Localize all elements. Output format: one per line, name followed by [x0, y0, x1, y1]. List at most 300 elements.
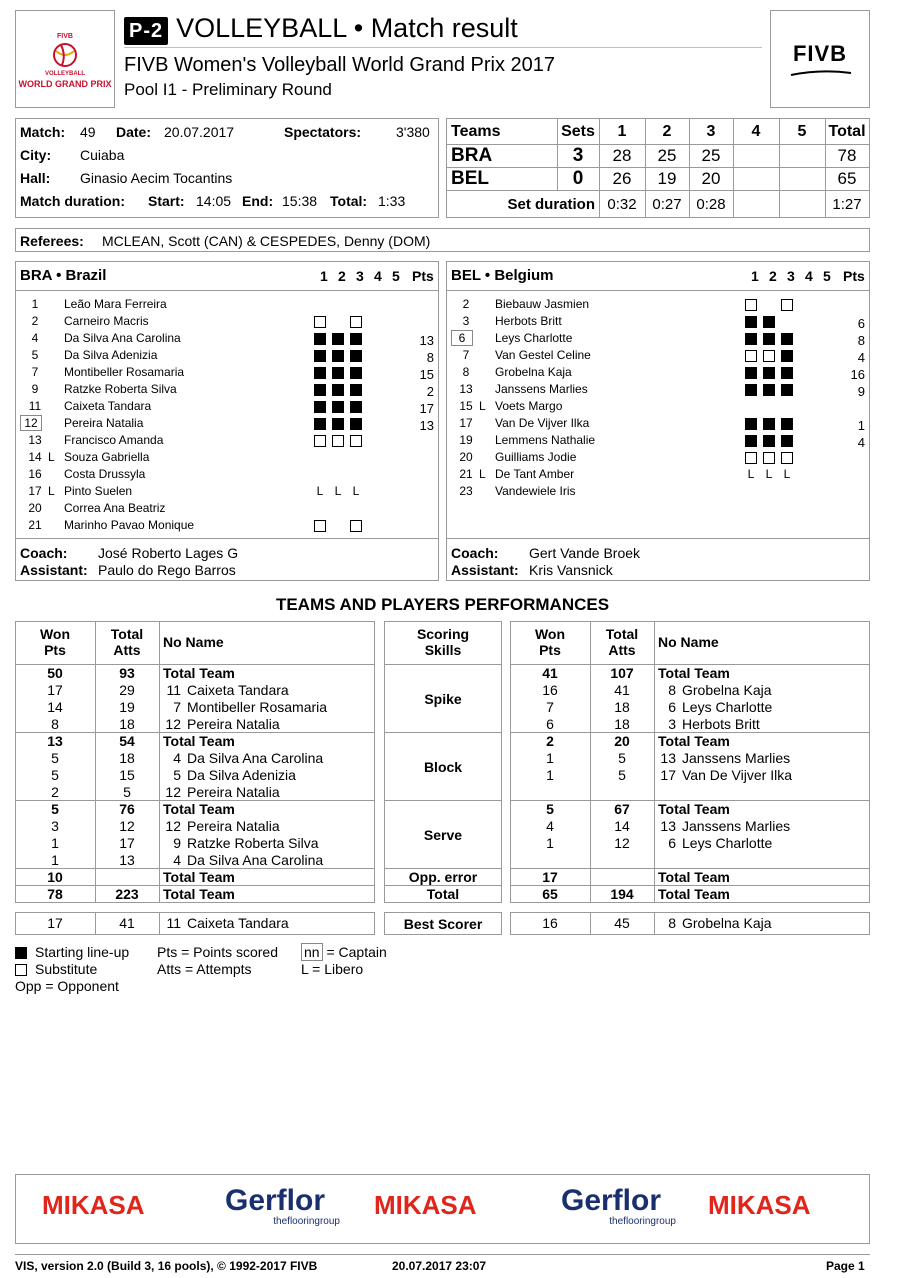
total-atts: 194 — [610, 886, 634, 902]
perf-atts: 5 — [618, 750, 626, 766]
starting-square-icon — [332, 401, 344, 413]
perf-player-name: Da Silva Adenizia — [187, 767, 296, 783]
perf-player-no: 8 — [668, 682, 676, 698]
opp-error-name: Total Team — [163, 869, 235, 885]
set-duration-value: 1:27 — [832, 196, 862, 213]
footer-divider — [15, 1254, 870, 1255]
player-sets — [745, 466, 799, 483]
player-number: 3 — [462, 314, 470, 328]
set-duration-value: 0:27 — [652, 196, 682, 213]
coach-name: José Roberto Lages G — [98, 545, 239, 561]
perf-atts: 76 — [119, 801, 135, 817]
perf-won: 4 — [546, 818, 554, 834]
perf-player-no: 12 — [165, 818, 181, 834]
team-title: BEL • Belgium — [451, 267, 554, 284]
team-footer-line — [16, 538, 438, 539]
perf-won: 2 — [546, 733, 554, 749]
legend-substitute: Substitute — [15, 961, 97, 977]
player-number: 17 — [28, 484, 42, 498]
player-points: 8 — [857, 333, 865, 348]
player-sets — [314, 347, 368, 364]
best-won: 16 — [542, 915, 558, 931]
referees-label: Referees: — [20, 233, 84, 249]
libero-mark: L — [479, 399, 486, 413]
starting-square-icon — [763, 435, 775, 447]
perf-won: 41 — [542, 665, 558, 681]
perf-won: 16 — [542, 682, 558, 698]
player-number: 19 — [459, 433, 473, 447]
libero-set-mark: L — [352, 484, 360, 498]
wgp-ball-icon — [16, 11, 114, 107]
player-sets — [745, 415, 799, 432]
team-title: BRA • Brazil — [20, 267, 107, 284]
player-number: 11 — [28, 399, 42, 413]
player-sets — [745, 483, 799, 500]
perf-player-name: Herbots Britt — [682, 716, 760, 732]
starting-square-icon — [314, 384, 326, 396]
set-header: 4 — [374, 268, 382, 284]
perf-player-name: Leys Charlotte — [682, 835, 773, 851]
perf-player-name: Leys Charlotte — [682, 699, 773, 715]
perf-won: 3 — [51, 818, 59, 834]
starting-square-icon — [314, 401, 326, 413]
performance-title: TEAMS AND PLAYERS PERFORMANCES — [275, 595, 610, 614]
starting-square-icon — [763, 367, 775, 379]
perf-atts: 18 — [119, 750, 135, 766]
set-header: Pts — [412, 268, 434, 284]
perf-atts: 20 — [614, 733, 630, 749]
perf-won: 1 — [546, 835, 554, 851]
duration-label: Match duration: — [20, 193, 125, 209]
captain-box: nn — [301, 943, 323, 961]
perf-player-no: 17 — [660, 767, 676, 783]
player-number: 17 — [459, 416, 473, 430]
set-header: Pts — [843, 268, 865, 284]
opp-error-atts — [95, 869, 159, 886]
starting-square-icon — [350, 418, 362, 430]
player-points: 6 — [857, 316, 865, 331]
player-name: Grobelna Kaja — [495, 365, 572, 379]
team-box-bra — [15, 261, 439, 581]
substitute-square-icon — [332, 435, 344, 447]
referees-box — [15, 228, 870, 252]
wgp-logo-bottom: WORLD GRAND PRIX — [18, 79, 112, 89]
perf-atts: 15 — [119, 767, 135, 783]
player-number: 20 — [459, 450, 473, 464]
player-sets — [314, 398, 368, 415]
starting-square-icon — [314, 350, 326, 362]
perf-player-no: 13 — [660, 818, 676, 834]
hall-label: Hall: — [20, 170, 51, 186]
total-value: 1:33 — [378, 193, 406, 209]
start-label: Start: — [148, 193, 185, 209]
fivb-logo-text: FIVB — [792, 41, 848, 66]
starting-square-icon — [745, 333, 757, 345]
perf-player-no: 3 — [668, 716, 676, 732]
perf-won: 1 — [51, 852, 59, 868]
player-points: 15 — [419, 367, 434, 382]
player-number: 1 — [31, 297, 39, 311]
perf-player-name: Da Silva Ana Carolina — [187, 852, 324, 868]
team-header-line — [16, 290, 438, 291]
score-cell: BRA — [451, 145, 493, 166]
perf-atts: 18 — [614, 716, 630, 732]
page-title — [124, 12, 518, 44]
set-header: 3 — [356, 268, 364, 284]
perf-atts: 93 — [119, 665, 135, 681]
header-won-pts: Won Pts — [534, 626, 566, 658]
footer-page: Page 1 — [826, 1259, 865, 1273]
city-value: Cuiaba — [80, 147, 125, 163]
coach-name: Gert Vande Broek — [529, 545, 641, 561]
starting-square-icon — [314, 418, 326, 430]
score-header: 1 — [617, 123, 627, 140]
perf-atts: 67 — [614, 801, 630, 817]
perf-player-name: Ratzke Roberta Silva — [187, 835, 319, 851]
score-cell: 28 — [612, 146, 632, 165]
player-name: Leão Mara Ferreira — [64, 297, 167, 311]
player-points: 2 — [426, 384, 434, 399]
perf-group-line — [384, 800, 502, 801]
perf-atts: 29 — [119, 682, 135, 698]
title-divider — [124, 47, 762, 48]
date-label: Date: — [116, 124, 152, 140]
player-name: Pereira Natalia — [64, 416, 144, 430]
perf-player-no: 4 — [173, 852, 181, 868]
score-header: 3 — [706, 123, 716, 140]
total-name: Total Team — [163, 886, 235, 902]
perf-player-name: Grobelna Kaja — [682, 682, 772, 698]
perf-won: 1 — [546, 767, 554, 783]
substitute-square-icon — [15, 964, 27, 976]
team-header-line — [447, 290, 869, 291]
p2-badge: P-2 — [124, 17, 168, 45]
player-name: Leys Charlotte — [495, 331, 573, 345]
set-header: 2 — [769, 268, 777, 284]
substitute-square-icon — [350, 435, 362, 447]
player-points: 16 — [850, 367, 865, 382]
best-won: 17 — [47, 915, 63, 931]
score-header: 2 — [662, 123, 672, 140]
perf-player-name: Pereira Natalia — [187, 818, 280, 834]
opp-error-won: 17 — [542, 869, 558, 885]
starting-square-icon — [15, 947, 27, 959]
player-name: Van Gestel Celine — [495, 348, 591, 362]
perf-won: 13 — [47, 733, 63, 749]
perf-player-name: Total Team — [658, 665, 730, 681]
team-footer-line — [447, 538, 869, 539]
starting-square-icon — [332, 384, 344, 396]
set-duration-label: Set duration — [507, 196, 595, 213]
starting-square-icon — [332, 367, 344, 379]
starting-square-icon — [745, 367, 757, 379]
perf-player-no: 6 — [668, 699, 676, 715]
perf-player-no: 5 — [173, 767, 181, 783]
set-header: 5 — [823, 268, 831, 284]
perf-atts: 54 — [119, 733, 135, 749]
starting-square-icon — [314, 367, 326, 379]
best-name: Caixeta Tandara — [187, 915, 289, 931]
player-points: 13 — [419, 418, 434, 433]
assistant-name: Kris Vansnick — [529, 562, 613, 578]
score-row-line — [447, 190, 869, 191]
legend-libero: L = Libero — [301, 961, 364, 977]
legend-captain: nn = Captain — [301, 944, 387, 960]
score-cell: 78 — [837, 146, 857, 165]
sponsor-gerflor-1: Gerflor theflooringroup — [224, 1184, 340, 1227]
sponsor-mikasa-3: MIKASA — [708, 1190, 811, 1220]
best-no: 8 — [668, 915, 676, 931]
substitute-square-icon — [781, 452, 793, 464]
player-sets — [745, 296, 799, 313]
set-duration-value: 0:28 — [696, 196, 726, 213]
substitute-square-icon — [314, 520, 326, 532]
starting-square-icon — [350, 384, 362, 396]
spectators-value: 3'380 — [396, 124, 430, 140]
player-number: 13 — [28, 433, 42, 447]
footer-version: VIS, version 2.0 (Build 3, 16 pools), © 1992-2017 FIVB — [15, 1259, 318, 1273]
perf-atts: 12 — [119, 818, 135, 834]
substitute-square-icon — [763, 350, 775, 362]
perf-atts: 19 — [119, 699, 135, 715]
end-value: 15:38 — [282, 193, 318, 209]
player-name: Montibeller Rosamaria — [64, 365, 185, 379]
competition-title: FIVB Women's Volleyball World Grand Prix 2017 — [124, 54, 556, 76]
perf-won: 5 — [51, 750, 59, 766]
player-number: 15 — [459, 399, 473, 413]
assistant-name: Paulo do Rego Barros — [98, 562, 236, 578]
player-name: Guilliams Jodie — [495, 450, 577, 464]
perf-player-no: 4 — [173, 750, 181, 766]
start-value: 14:05 — [196, 193, 232, 209]
perf-won: 14 — [47, 699, 63, 715]
player-name: Janssens Marlies — [495, 382, 588, 396]
header-no-name: No Name — [658, 634, 719, 650]
title-text: VOLLEYBALL • Match result — [176, 13, 518, 43]
libero-set-mark: L — [316, 484, 324, 498]
score-cell: 20 — [701, 169, 721, 188]
player-number: 14 — [28, 450, 42, 464]
player-name: Lemmens Nathalie — [495, 433, 596, 447]
perf-player-name: Total Team — [163, 801, 235, 817]
score-header: 4 — [751, 123, 761, 140]
header-scoring-skills: Scoring Skills — [416, 626, 470, 658]
header-no-name: No Name — [163, 634, 224, 650]
libero-mark: L — [479, 467, 486, 481]
total-label: Total: — [330, 193, 368, 209]
substitute-square-icon — [745, 299, 757, 311]
sponsor-mikasa-1: MIKASA — [42, 1190, 145, 1220]
player-sets — [745, 398, 799, 415]
perf-atts: 107 — [610, 665, 634, 681]
player-points: 17 — [419, 401, 434, 416]
perf-atts: 18 — [119, 716, 135, 732]
player-number: 2 — [31, 314, 39, 328]
player-name: Da Silva Adenizia — [64, 348, 158, 362]
starting-square-icon — [763, 333, 775, 345]
perf-won: 1 — [546, 750, 554, 766]
player-sets — [314, 313, 368, 330]
assistant-label: Assistant: — [20, 562, 88, 578]
header-total-atts: Total Atts — [110, 626, 144, 658]
best-no: 11 — [166, 915, 181, 931]
perf-player-no: 13 — [660, 750, 676, 766]
best-scorer-label: Best Scorer — [403, 916, 483, 932]
opp-error-won: 10 — [47, 869, 63, 885]
player-sets — [314, 381, 368, 398]
starting-square-icon — [745, 418, 757, 430]
match-info-box — [15, 118, 439, 218]
score-header: Teams — [451, 123, 501, 140]
perf-player-name: Da Silva Ana Carolina — [187, 750, 324, 766]
perf-player-name: Total Team — [658, 801, 730, 817]
set-header: 1 — [320, 268, 328, 284]
score-header: Total — [828, 123, 866, 140]
total-won: 78 — [47, 886, 63, 902]
starting-square-icon — [781, 435, 793, 447]
score-cell: 25 — [701, 146, 721, 165]
starting-square-icon — [332, 350, 344, 362]
date-value: 20.07.2017 — [164, 124, 235, 140]
best-atts: 45 — [614, 915, 630, 931]
opp-error-atts — [590, 869, 654, 886]
player-number: 21 — [459, 467, 473, 481]
player-number: 23 — [459, 484, 473, 498]
referees-value: MCLEAN, Scott (CAN) & CESPEDES, Denny (DOM) — [102, 233, 431, 249]
score-header: 5 — [797, 123, 807, 140]
perf-won: 8 — [51, 716, 59, 732]
player-sets — [314, 449, 368, 466]
score-cell: 3 — [572, 145, 584, 166]
perf-player-name: Total Team — [163, 665, 235, 681]
player-sets — [314, 432, 368, 449]
best-col-line — [654, 912, 655, 935]
perf-player-name: Van De Vijver Ilka — [682, 767, 792, 783]
player-name: Costa Drussyla — [64, 467, 146, 481]
score-cell: BEL — [451, 168, 489, 189]
round-title: Pool I1 - Preliminary Round — [124, 80, 332, 99]
starting-square-icon — [781, 418, 793, 430]
perf-head-line — [384, 664, 502, 665]
score-cell: 65 — [837, 169, 857, 188]
player-name: Ratzke Roberta Silva — [64, 382, 177, 396]
player-name: De Tant Amber — [495, 467, 575, 481]
libero-set-mark: L — [765, 467, 773, 481]
perf-atts: 5 — [123, 784, 131, 800]
coach-label: Coach: — [20, 545, 68, 561]
player-points: 9 — [857, 384, 865, 399]
perf-player-name: Pereira Natalia — [187, 784, 280, 800]
starting-square-icon — [781, 384, 793, 396]
match-label: Match: — [20, 124, 66, 140]
perf-player-no: 12 — [165, 716, 181, 732]
total-won: 65 — [542, 886, 558, 902]
libero-set-mark: L — [334, 484, 342, 498]
player-points: 13 — [419, 333, 434, 348]
player-sets — [314, 415, 368, 432]
starting-square-icon — [763, 418, 775, 430]
coach-label: Coach: — [451, 545, 499, 561]
player-sets — [745, 381, 799, 398]
substitute-square-icon — [350, 316, 362, 328]
footer-datetime: 20.07.2017 23:07 — [392, 1259, 487, 1273]
libero-mark: L — [48, 484, 55, 498]
player-sets — [314, 296, 368, 313]
wgp-logo-mid: VOLLEYBALL — [45, 71, 85, 77]
perf-player-no: 6 — [668, 835, 676, 851]
player-name: Voets Margo — [495, 399, 563, 413]
legend-atts: Atts = Attempts — [157, 961, 252, 977]
legend-opp: Opp = Opponent — [15, 978, 119, 994]
player-name: Caixeta Tandara — [64, 399, 152, 413]
score-cell: 0 — [572, 168, 584, 189]
player-sets — [745, 432, 799, 449]
total-name: Total Team — [658, 886, 730, 902]
best-name: Grobelna Kaja — [682, 915, 772, 931]
player-name: Herbots Britt — [495, 314, 562, 328]
player-points: 8 — [426, 350, 434, 365]
player-sets — [745, 313, 799, 330]
perf-won: 5 — [51, 801, 59, 817]
perf-atts: 14 — [614, 818, 630, 834]
player-sets — [745, 330, 799, 347]
player-number: 9 — [31, 382, 39, 396]
skill-label: Spike — [424, 691, 462, 707]
starting-square-icon — [350, 401, 362, 413]
perf-won: 6 — [546, 716, 554, 732]
perf-player-name: Pereira Natalia — [187, 716, 280, 732]
player-number: 16 — [28, 467, 42, 481]
player-number: 7 — [31, 365, 39, 379]
libero-set-mark: L — [783, 467, 791, 481]
end-label: End: — [242, 193, 274, 209]
player-number: 5 — [31, 348, 39, 362]
player-points: 1 — [857, 418, 865, 433]
substitute-square-icon — [350, 520, 362, 532]
player-number: 6 — [451, 330, 473, 346]
set-header: 4 — [805, 268, 813, 284]
player-sets — [314, 330, 368, 347]
player-sets — [314, 483, 368, 500]
perf-player-name: Caixeta Tandara — [187, 682, 289, 698]
player-name: Pinto Suelen — [64, 484, 133, 498]
team-box-bel — [446, 261, 870, 581]
set-header: 5 — [392, 268, 400, 284]
opp-error-name: Total Team — [658, 869, 730, 885]
player-name: Correa Ana Beatriz — [64, 501, 166, 515]
starting-square-icon — [332, 418, 344, 430]
set-header: 2 — [338, 268, 346, 284]
starting-square-icon — [350, 333, 362, 345]
starting-square-icon — [332, 333, 344, 345]
player-name: Francisco Amanda — [64, 433, 164, 447]
header-total-atts: Total Atts — [605, 626, 639, 658]
perf-won: 7 — [546, 699, 554, 715]
starting-square-icon — [781, 367, 793, 379]
libero-set-mark: L — [747, 467, 755, 481]
perf-won: 17 — [47, 682, 63, 698]
player-number: 7 — [462, 348, 470, 362]
player-number: 8 — [462, 365, 470, 379]
best-atts: 41 — [119, 915, 135, 931]
starting-square-icon — [745, 384, 757, 396]
player-name: Biebauw Jasmien — [495, 297, 590, 311]
skill-label: Block — [423, 759, 463, 775]
perf-atts: 41 — [614, 682, 630, 698]
player-sets — [314, 517, 368, 534]
player-name: Van De Vijver Ilka — [495, 416, 590, 430]
header-won-pts: Won Pts — [39, 626, 71, 658]
